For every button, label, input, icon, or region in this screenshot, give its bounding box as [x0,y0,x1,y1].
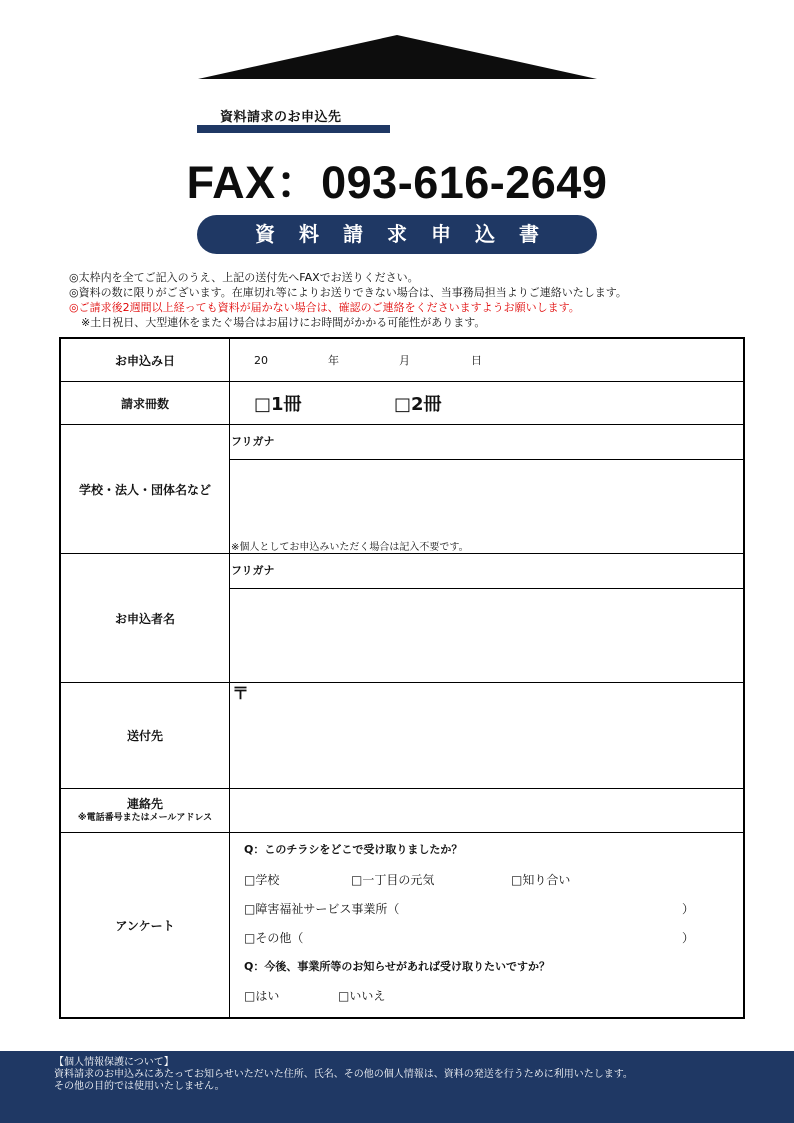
q1-other-close: ） [682,931,695,945]
roof-graphic [0,0,794,90]
name-furigana-label: フリガナ [231,564,275,577]
q2-yes-option[interactable]: □はい [244,989,280,1003]
privacy-line-1: 資料請求のお申込みにあたってお知らせいただいた住所、氏名、その他の個人情報は、資料の発送を行うために利用いたします。 [54,1069,633,1080]
address-label: 送付先 [60,683,230,789]
name-label: お申込者名 [60,554,230,683]
privacy-footer [0,1051,794,1123]
q1-genki-option[interactable]: □一丁目の元気 [351,873,435,887]
contact-sublabel: ※電話番号またはメールアドレス [77,812,213,823]
org-notice: ※個人としてお申込みいただく場合は記入不要です。 [231,542,469,553]
org-furigana-field[interactable] [230,425,745,460]
count-option-2[interactable]: □2冊 [394,394,442,415]
postal-mark: 〒 [232,684,249,704]
date-field[interactable] [230,338,745,382]
privacy-line-2: その他の目的では使用いたしません。 [54,1081,225,1092]
fax-number: FAX：093-616-2649 [186,157,608,208]
org-furigana-label: フリガナ [231,435,275,448]
q1-acquaintance-option[interactable]: □知り合い [511,873,571,887]
date-day: 日 [471,354,482,367]
count-label: 請求冊数 [60,382,230,425]
instructions [69,270,627,330]
org-name-field[interactable] [230,460,745,554]
note-3: ◎ご請求後2週間以上経っても資料が届かない場合は、確認のご連絡をくださいますようお願いします。 [69,301,580,314]
contact-field[interactable] [230,789,745,833]
name-field[interactable] [230,589,745,683]
date-year: 年 [328,354,339,367]
survey-q1: Q：このチラシをどこで受け取りましたか？ [244,843,463,856]
survey-q2: Q：今後、事業所等のお知らせがあれば受け取りたいですか？ [244,960,551,973]
subheading: 資料請求のお申込先 [220,110,342,125]
application-form [59,337,745,1019]
org-label: 学校・法人・団体名など [60,425,230,554]
subheading-underline [197,125,390,133]
count-option-1[interactable]: □1冊 [254,394,302,415]
q2-no-option[interactable]: □いいえ [338,989,386,1003]
date-label: お申込み日 [60,338,230,382]
contact-label-cell [60,789,230,833]
address-field[interactable] [230,683,745,789]
date-year-prefix: 20 [254,353,268,367]
date-month: 月 [399,354,410,367]
note-1: ◎太枠内を全てご記入のうえ、上記の送付先へFAXでお送りください。 [69,271,419,284]
q1-school-option[interactable]: □学校 [244,873,280,887]
q1-other-option[interactable]: □その他（ [244,931,304,945]
note-2: ◎資料の数に限りがございます。在庫切れ等によりお送りできない場合は、当事務局担当よりご連絡いたします。 [69,286,627,299]
survey-label: アンケート [60,833,230,1019]
contact-label: 連絡先 [126,796,163,811]
note-4: ※土日祝日、大型連休をまたぐ場合はお届けにお時間がかかる可能性があります。 [81,316,486,329]
q1-welfare-close: ） [682,902,695,916]
q1-welfare-option[interactable]: □障害福祉サービス事業所（ [244,902,400,916]
survey-cell [230,833,745,1019]
form-title: 資料請求申込書 [197,215,597,254]
privacy-title: 【個人情報保護について】 [54,1057,174,1068]
name-furigana-field[interactable] [230,554,745,589]
count-field [230,382,745,425]
